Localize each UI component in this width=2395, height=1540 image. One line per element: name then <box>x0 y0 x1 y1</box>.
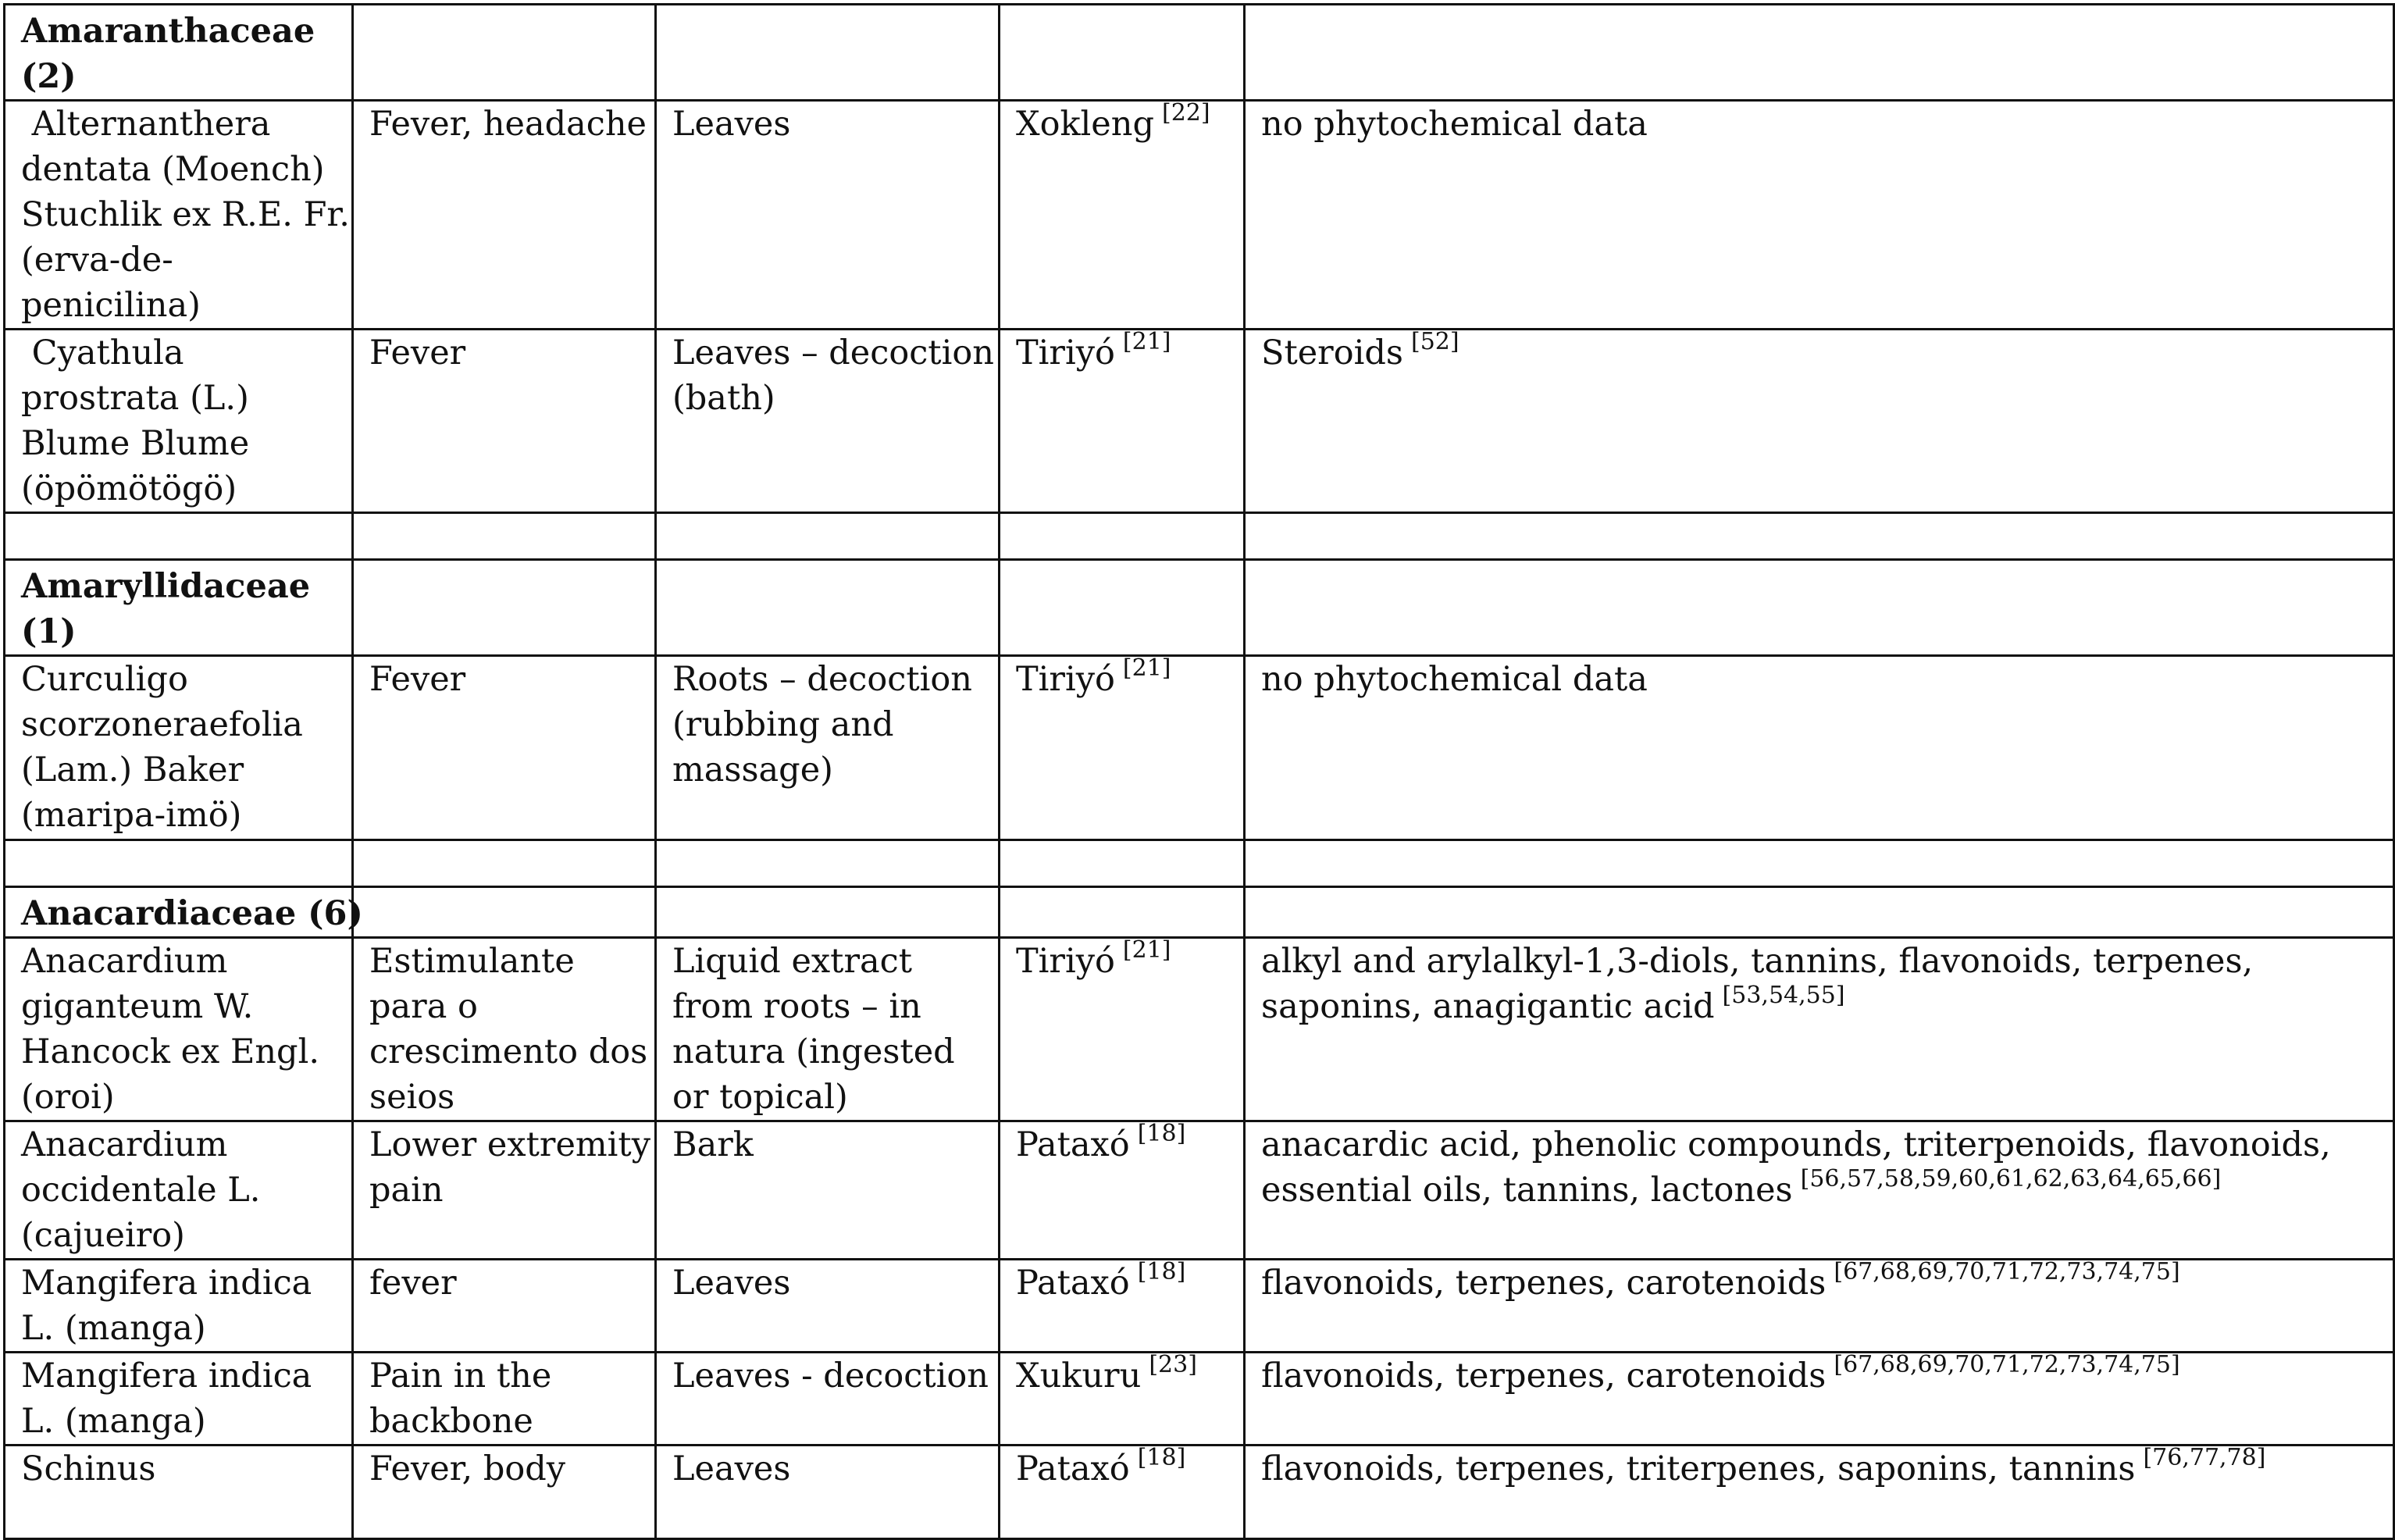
phytochemical-cell <box>1245 1121 2394 1260</box>
empty-cell <box>1245 5 2394 101</box>
family-row <box>5 5 2394 101</box>
reference-citation: [67,68,69,70,71,72,73,74,75] <box>1834 1350 2180 1378</box>
reference-citation: [53,54,55] <box>1722 981 1845 1009</box>
species-name: Anacardium occidentale L. (cajueiro) <box>21 1125 261 1255</box>
reference-citation: [18] <box>1137 1257 1186 1285</box>
species-cell <box>5 1446 353 1539</box>
ailment-cell <box>353 1446 656 1539</box>
ethnic-group-text: Pataxó <box>1016 1125 1130 1164</box>
reference-citation: [21] <box>1122 936 1171 964</box>
phytochemical-cell <box>1245 1350 2394 1446</box>
phytochemical-cell <box>1245 327 2394 513</box>
ailment-text: Fever <box>369 333 466 373</box>
ethnic-group-cell <box>1000 1350 1245 1446</box>
ethnic-group-text: Tiriyó <box>1016 942 1115 981</box>
empty-cell <box>1245 840 2394 887</box>
reference-citation: [56,57,58,59,60,61,62,63,64,65,66] <box>1800 1164 2222 1192</box>
reference-citation: [67,68,69,70,71,72,73,74,75] <box>1834 1257 2180 1285</box>
plant-part-text: Leaves <box>672 1264 791 1303</box>
plant-part-text: Leaves – decoction (bath) <box>672 333 994 418</box>
ailment-cell <box>353 656 656 840</box>
empty-cell <box>5 513 353 560</box>
empty-cell <box>1000 513 1245 560</box>
empty-cell <box>656 513 1000 560</box>
ailment-cell <box>353 938 656 1121</box>
species-cell <box>5 330 353 513</box>
ethnic-group-text: Pataxó <box>1016 1264 1130 1303</box>
family-name: Amaranthaceae (2) <box>21 12 315 96</box>
reference-citation: [18] <box>1137 1443 1186 1471</box>
species-cell <box>5 1260 353 1353</box>
species-row <box>5 101 2394 330</box>
ethnic-group-cell <box>1000 1257 1245 1353</box>
empty-cell <box>353 840 656 887</box>
species-cell <box>5 1121 353 1260</box>
plant-part-text: Liquid extract from roots – in natura (ingested or topical) <box>672 942 955 1117</box>
phytochemical-text: flavonoids, terpenes, carotenoids <box>1261 1356 1827 1396</box>
ethnobotany-table <box>3 3 2395 1540</box>
ailment-cell <box>353 1353 656 1446</box>
ethnic-group-cell <box>1000 1121 1245 1260</box>
blank-row <box>5 513 2394 560</box>
plant-part-cell <box>656 1121 1000 1260</box>
species-name: Curculigo scorzoneraefolia (Lam.) Baker (maripa-imö) <box>21 660 303 835</box>
species-row <box>5 1121 2394 1260</box>
ethnic-group-text: Xokleng <box>1016 105 1154 144</box>
reference-citation: [18] <box>1137 1119 1186 1147</box>
phytochemical-text: anacardic acid, phenolic compounds, triterpenoids, flavonoids, essential oils, tannins, lactones <box>1261 1125 2331 1210</box>
empty-cell <box>1000 840 1245 887</box>
phytochemical-text: flavonoids, terpenes, carotenoids <box>1261 1264 1827 1303</box>
plant-part-text: Bark <box>672 1125 754 1164</box>
species-cell <box>5 101 361 330</box>
family-name: Anacardiaceae (6) <box>21 894 363 933</box>
empty-cell <box>353 513 656 560</box>
plant-part-text: Leaves <box>672 1449 791 1488</box>
reference-citation: [52] <box>1410 327 1459 355</box>
phytochemical-text: Steroids <box>1261 333 1403 373</box>
species-row <box>5 330 2394 513</box>
family-name-cell <box>5 560 353 656</box>
ailment-text: Fever <box>369 660 466 699</box>
plant-part-text: Leaves - decoction <box>672 1356 989 1396</box>
ethnic-group-text: Tiriyó <box>1016 333 1115 373</box>
empty-cell <box>656 5 1000 101</box>
species-row <box>5 938 2394 1121</box>
plant-part-cell <box>656 656 1000 840</box>
family-row <box>5 887 2394 938</box>
plant-part-text: Leaves <box>672 105 791 144</box>
ailment-cell <box>353 330 656 513</box>
reference-citation: [76,77,78] <box>2143 1443 2266 1471</box>
species-name: Anacardium giganteum W. Hancock ex Engl. (oroi) <box>21 942 320 1117</box>
empty-cell <box>1245 513 2394 560</box>
ailment-cell <box>353 1121 656 1260</box>
phytochemical-text: no phytochemical data <box>1261 105 1648 144</box>
ailment-cell <box>353 1260 656 1353</box>
phytochemical-cell <box>1245 1443 2394 1539</box>
plant-part-cell <box>656 1353 1000 1446</box>
empty-cell <box>1245 887 2394 938</box>
ethnic-group-cell <box>1000 327 1245 513</box>
reference-citation: [22] <box>1161 98 1210 127</box>
empty-cell <box>656 887 1000 938</box>
reference-citation: [21] <box>1122 654 1171 682</box>
ethnic-group-text: Pataxó <box>1016 1449 1130 1488</box>
ailment-text: Fever, body <box>369 1449 566 1488</box>
plant-part-text: Roots – decoction (rubbing and massage) <box>672 660 972 790</box>
ethnic-group-cell <box>1000 1443 1245 1539</box>
empty-cell <box>656 560 1000 656</box>
ethnic-group-cell <box>1000 938 1245 1121</box>
ailment-text: Lower extremity pain <box>369 1125 650 1210</box>
phytochemical-cell <box>1245 1257 2394 1353</box>
plant-part-cell <box>656 101 1000 330</box>
empty-cell <box>353 560 656 656</box>
phytochemical-text: flavonoids, terpenes, triterpenes, saponins, tannins <box>1261 1449 2136 1488</box>
ailment-text: Pain in the backbone <box>369 1356 552 1441</box>
ethnic-group-cell <box>1000 656 1245 840</box>
phytochemical-text: no phytochemical data <box>1261 660 1648 699</box>
family-name-cell <box>5 5 353 101</box>
species-row <box>5 656 2394 840</box>
ailment-cell <box>353 101 656 330</box>
empty-cell <box>1000 5 1245 101</box>
species-name: Cyathula prostrata (L.) Blume Blume (öpömötögö) <box>21 333 260 508</box>
ailment-text: Estimulante para o crescimento dos seios <box>369 942 648 1117</box>
species-cell <box>5 656 353 840</box>
species-name: Schinus <box>21 1449 156 1488</box>
empty-cell <box>656 840 1000 887</box>
empty-cell <box>5 840 353 887</box>
empty-cell <box>353 887 656 938</box>
family-name-cell <box>5 887 363 938</box>
family-name: Amaryllidaceae (1) <box>21 567 311 651</box>
phytochemical-cell <box>1245 656 2394 840</box>
species-row <box>5 1446 2394 1539</box>
reference-citation: [21] <box>1122 327 1171 355</box>
plant-part-cell <box>656 1446 1000 1539</box>
phytochemical-text: alkyl and arylalkyl-1,3-diols, tannins, flavonoids, terpenes, saponins, anagigantic acid <box>1261 942 2254 1026</box>
family-row <box>5 560 2394 656</box>
ethnic-group-cell <box>1000 98 1245 330</box>
phytochemical-cell <box>1245 101 2394 330</box>
empty-cell <box>353 5 656 101</box>
ailment-text: Fever, headache <box>369 105 647 144</box>
empty-cell <box>1000 560 1245 656</box>
ethnic-group-text: Tiriyó <box>1016 660 1115 699</box>
empty-cell <box>1245 560 2394 656</box>
reference-citation: [23] <box>1149 1350 1197 1378</box>
phytochemical-cell <box>1245 938 2394 1121</box>
species-cell <box>5 1353 353 1446</box>
empty-cell <box>1000 887 1245 938</box>
ethnic-group-text: Xukuru <box>1016 1356 1142 1396</box>
blank-row <box>5 840 2394 887</box>
species-cell <box>5 938 353 1121</box>
plant-part-cell <box>656 938 1000 1121</box>
plant-part-cell <box>656 330 1000 513</box>
species-row <box>5 1353 2394 1446</box>
species-name: Alternanthera dentata (Moench) Stuchlik ex R.E. Fr. (erva-de-penicilina) <box>21 105 361 325</box>
species-row <box>5 1260 2394 1353</box>
species-name: Mangifera indica L. (manga) <box>21 1356 312 1441</box>
species-name: Mangifera indica L. (manga) <box>21 1264 312 1348</box>
ailment-text: fever <box>369 1264 457 1303</box>
plant-part-cell <box>656 1260 1000 1353</box>
